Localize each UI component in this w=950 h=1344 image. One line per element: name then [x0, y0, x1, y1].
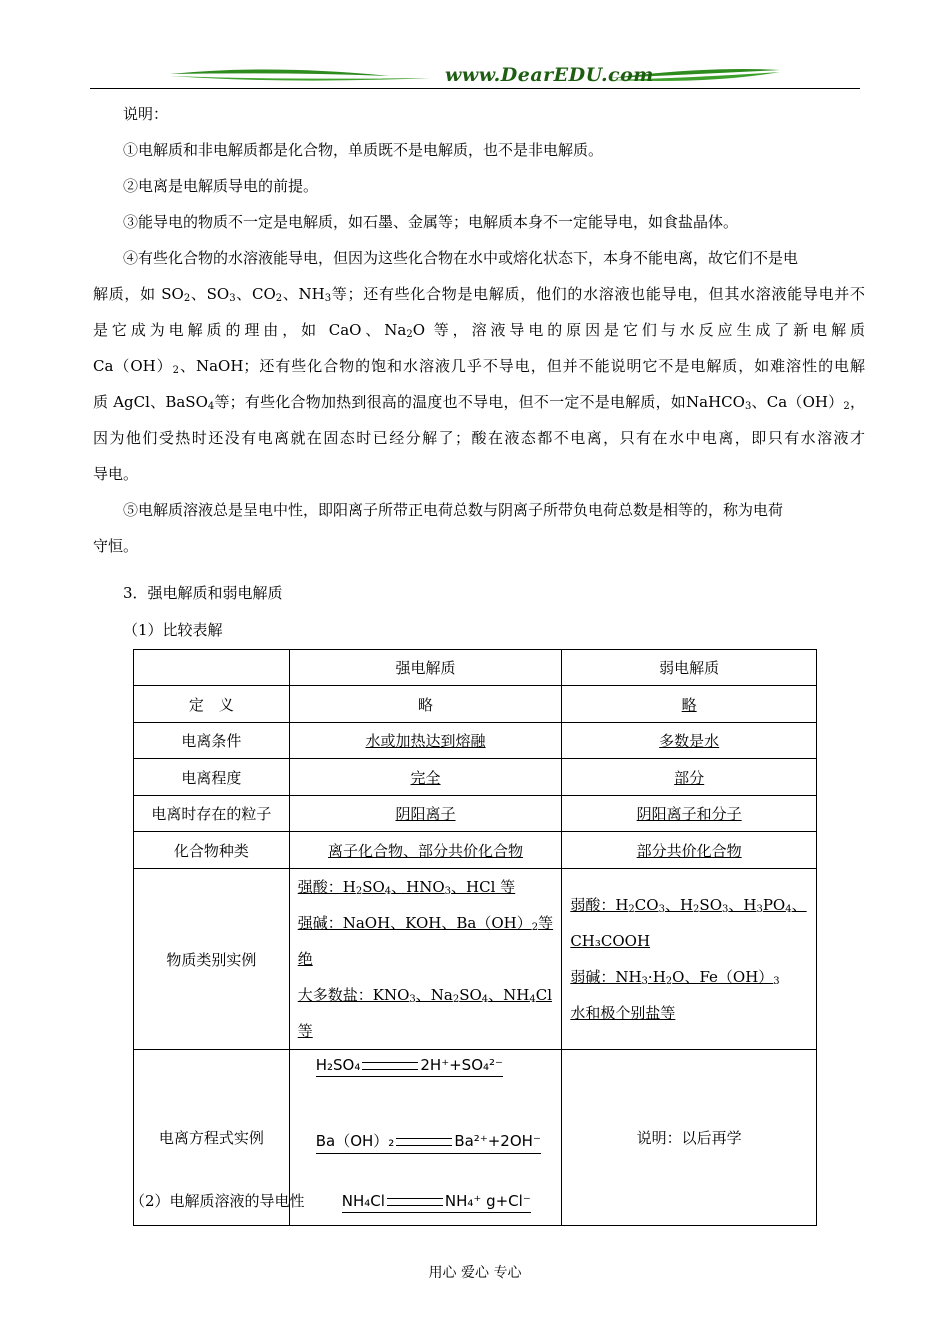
strong-cell: 完全 — [289, 759, 562, 796]
strong-cell: 略 — [289, 686, 562, 723]
weak-cell: 阴阳离子和分子 — [562, 796, 817, 832]
weak-bases: 弱碱：$NH_3\cdot H_2O$、$Fe(OH)_3$ — [570, 968, 780, 987]
note-3: ③能导电的物质不一定是电解质，如石墨、金属等；电解质本身不一定能导电，如食盐晶体。 — [123, 213, 739, 231]
row-label: 电离方程式实例 — [134, 1050, 290, 1226]
table-row — [134, 832, 817, 869]
weak-cell: 部分共价化合物 — [562, 832, 817, 869]
row-label: 化合物种类 — [134, 832, 290, 869]
table-row-examples — [134, 869, 817, 1050]
note-4-line-2: 解质，如 $SO_2$、$SO_3$、$CO_2$、$NH_3$等；还有些化合物是电解质，他们的水溶液也能导电，但其水溶液能导电并不 — [93, 285, 865, 304]
strong-acids: 强酸：$H_2SO_4$、$HNO_3$、HCl 等 — [297, 878, 516, 897]
row-label: 电离时存在的粒子 — [134, 796, 290, 832]
weak-acids: 弱酸：$H_2CO_3$、$H_2SO_3$、$H_3PO_4$、 — [570, 896, 807, 915]
note-4-line-7: 导电。 — [93, 465, 139, 483]
strong-equations-cell — [289, 1050, 562, 1226]
table-row — [134, 759, 817, 796]
equation-nh4cl: NH₄Cl NH₄⁺ g+Cl⁻ — [342, 1192, 531, 1213]
table-header-cell: 强电解质 — [289, 650, 562, 686]
section-3-title: 3．强电解质和弱电解质 — [123, 584, 283, 602]
most-salts: 大多数盐：$KNO_3$、$Na_2SO_4$、$NH_4Cl$ 等 — [297, 986, 553, 1040]
note-4-line-1: ④有些化合物的水溶液能导电，但因为这些化合物在水中或熔化状态下，本身不能电离，故它们不是电 — [123, 249, 799, 267]
note-4-line-6: 因为他们受热时还没有电离就在固态时已经分解了；酸在液态都不电离，只有在水中电离，即只有水溶液才 — [93, 429, 865, 447]
site-logo-text[interactable]: www.DearEDU.com — [445, 64, 654, 86]
note-5-line-1: ⑤电解质溶液总是呈电中性，即阳离子所带正电荷总数与阴离子所带负电荷总数是相等的，称为电荷 — [123, 501, 784, 519]
section-3-sub2: （2）电解质溶液的导电性 — [130, 1192, 305, 1210]
note-4-line-3: 是它成为电解质的理由，如 CaO、$Na_2O$ 等，溶液导电的原因是它们与水反应生成了新电解质 — [93, 321, 865, 340]
note-2: ②电离是电解质导电的前提。 — [123, 177, 319, 195]
table-header-cell — [134, 650, 290, 686]
table-row — [134, 723, 817, 759]
row-label: 电离条件 — [134, 723, 290, 759]
site-header — [90, 62, 860, 90]
note-5-line-2: 守恒。 — [93, 537, 139, 555]
row-label: 电离程度 — [134, 759, 290, 796]
acetic-acid: CH₃COOH — [570, 932, 651, 950]
weak-cell: 部分 — [562, 759, 817, 796]
water-salts: 水和极个别盐等 — [570, 1004, 676, 1022]
note-1: ①电解质和非电解质都是化合物，单质既不是电解质，也不是非电解质。 — [123, 141, 604, 159]
strong-cell: 水或加热达到熔融 — [289, 723, 562, 759]
weak-examples-cell — [562, 869, 817, 1050]
strong-examples-cell — [289, 869, 562, 1050]
table-header-cell: 弱电解质 — [562, 650, 817, 686]
strong-cell: 离子化合物、部分共价化合物 — [289, 832, 562, 869]
strong-cell: 阴阳离子 — [289, 796, 562, 832]
page-footer: 用心 爱心 专心 — [428, 1265, 522, 1281]
equation-baoh2: Ba（OH）₂ Ba²⁺+2OH⁻ — [316, 1130, 541, 1154]
table-header-row — [134, 650, 817, 686]
note-4-line-4: $Ca(OH)_2$、NaOH；还有些化合物的饱和水溶液几乎不导电，但并不能说明它不是电解质，如难溶性的电解 — [93, 357, 865, 376]
intro-block — [93, 100, 865, 564]
weak-equations-note: 说明：以后再学 — [562, 1050, 817, 1226]
table-row — [134, 796, 817, 832]
comparison-table — [133, 649, 817, 1226]
row-label: 物质类别实例 — [134, 869, 290, 1050]
strong-bases: 强碱：NaOH、KOH、$Ba(OH)_2$等绝 — [297, 914, 554, 968]
intro-label: 说明： — [123, 105, 169, 123]
row-label: 定 义 — [134, 686, 290, 723]
weak-cell: 多数是水 — [562, 723, 817, 759]
equation-h2so4: H₂SO₄ 2H⁺+SO₄²⁻ — [316, 1056, 503, 1077]
weak-cell: 略 — [562, 686, 817, 723]
header-rule — [90, 88, 860, 89]
section-3-sub1: （1）比较表解 — [123, 621, 223, 639]
note-4-line-5: 质 AgCl、BaSO$_4$等；有些化合物加热到很高的温度也不导电，但不一定不是电解质，如NaHCO$_3$、$Ca(OH)_2$， — [93, 393, 865, 412]
table-row — [134, 686, 817, 723]
